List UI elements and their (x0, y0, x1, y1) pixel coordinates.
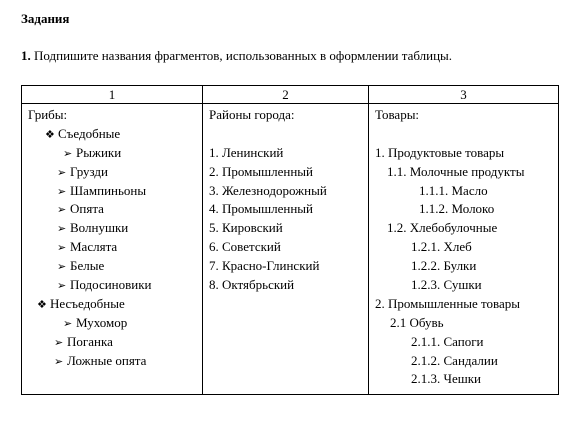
edible-group (28, 125, 202, 144)
edible-label: Съедобные (58, 125, 121, 141)
arrow-bullet-icon: ➢ (54, 355, 64, 368)
list-item: 1.1.2. Молоко (419, 201, 495, 217)
list-item: 2.1.1. Сапоги (411, 333, 484, 349)
list-item: 1. Продуктовые товары (375, 144, 505, 160)
column-goods (369, 104, 559, 395)
list-item: 1.1.1. Масло (419, 182, 488, 198)
list-item: 7. Красно-Глинский (209, 258, 320, 274)
list-item: 1.2.3. Сушки (411, 277, 482, 293)
list-item (28, 163, 202, 182)
list-item: 3. Железнодорожный (209, 182, 327, 198)
inedible-group (28, 295, 202, 314)
list-item: 8. Октябрьский (209, 277, 295, 293)
list-item-text: Опята (70, 201, 104, 217)
list-item: 2.1.3. Чешки (411, 371, 482, 387)
diamond-bullet-icon: ❖ (45, 128, 55, 141)
list-item: 1.1. Молочные продукты (387, 163, 525, 179)
list-item: 1. Ленинский (209, 144, 284, 160)
column-districts (203, 104, 369, 395)
list-item: 2. Промышленный (209, 163, 313, 179)
arrow-bullet-icon: ➢ (63, 317, 73, 330)
arrow-bullet-icon: ➢ (54, 336, 64, 349)
list-item-text: Белые (70, 258, 105, 274)
goods-title: Товары: (375, 107, 420, 122)
list-item: 1.2. Хлебобулочные (387, 220, 498, 236)
list-item-text: Рыжики (76, 144, 122, 160)
arrow-bullet-icon: ➢ (57, 185, 67, 198)
list-item-text: Грузди (70, 163, 108, 179)
list-item (28, 219, 202, 238)
list-item-text: Волнушки (70, 220, 129, 236)
list-item-text: Подосиновики (70, 277, 152, 293)
list-item-text: Маслята (70, 239, 118, 255)
arrow-bullet-icon: ➢ (63, 147, 73, 160)
list-item (28, 352, 202, 371)
districts-title: Районы города: (209, 107, 295, 122)
list-item (28, 314, 202, 333)
list-item (28, 238, 202, 257)
list-item: 6. Советский (209, 239, 281, 255)
arrow-bullet-icon: ➢ (57, 280, 67, 293)
inedible-label: Несъедобные (50, 295, 125, 311)
arrow-bullet-icon: ➢ (57, 242, 67, 255)
list-item-text: Шампиньоны (70, 182, 147, 198)
list-item: 2.1.2. Сандалии (411, 352, 498, 368)
page-heading: Задания (21, 11, 70, 26)
arrow-bullet-icon: ➢ (57, 166, 67, 179)
column-header-1: 1 (22, 86, 203, 104)
arrow-bullet-icon: ➢ (57, 223, 67, 236)
list-item-text: Поганка (67, 333, 113, 349)
task-instruction: Подпишите названия фрагментов, использованных в оформлении таблицы. (34, 48, 453, 63)
mushrooms-title: Грибы: (28, 107, 68, 122)
list-item: 1.2.1. Хлеб (411, 239, 472, 255)
task-text (21, 48, 452, 64)
column-header-2: 2 (203, 86, 369, 104)
list-item: 1.2.2. Булки (411, 258, 477, 274)
list-item (28, 182, 202, 201)
column-header-3: 3 (369, 86, 559, 104)
diamond-bullet-icon: ❖ (37, 298, 47, 311)
list-item (28, 144, 202, 163)
list-item (28, 257, 202, 276)
column-mushrooms (22, 104, 203, 395)
lists-table (21, 85, 559, 395)
task-number: 1. (21, 48, 31, 63)
list-item: 5. Кировский (209, 220, 283, 236)
arrow-bullet-icon: ➢ (57, 204, 67, 217)
list-item: 2.1 Обувь (390, 314, 444, 330)
list-item-text: Мухомор (76, 314, 128, 330)
list-item: 2. Промышленные товары (375, 295, 521, 311)
list-item: 4. Промышленный (209, 201, 313, 217)
list-item (28, 200, 202, 219)
list-item (28, 333, 202, 352)
list-item (28, 276, 202, 295)
arrow-bullet-icon: ➢ (57, 261, 67, 274)
list-item-text: Ложные опята (67, 352, 147, 368)
